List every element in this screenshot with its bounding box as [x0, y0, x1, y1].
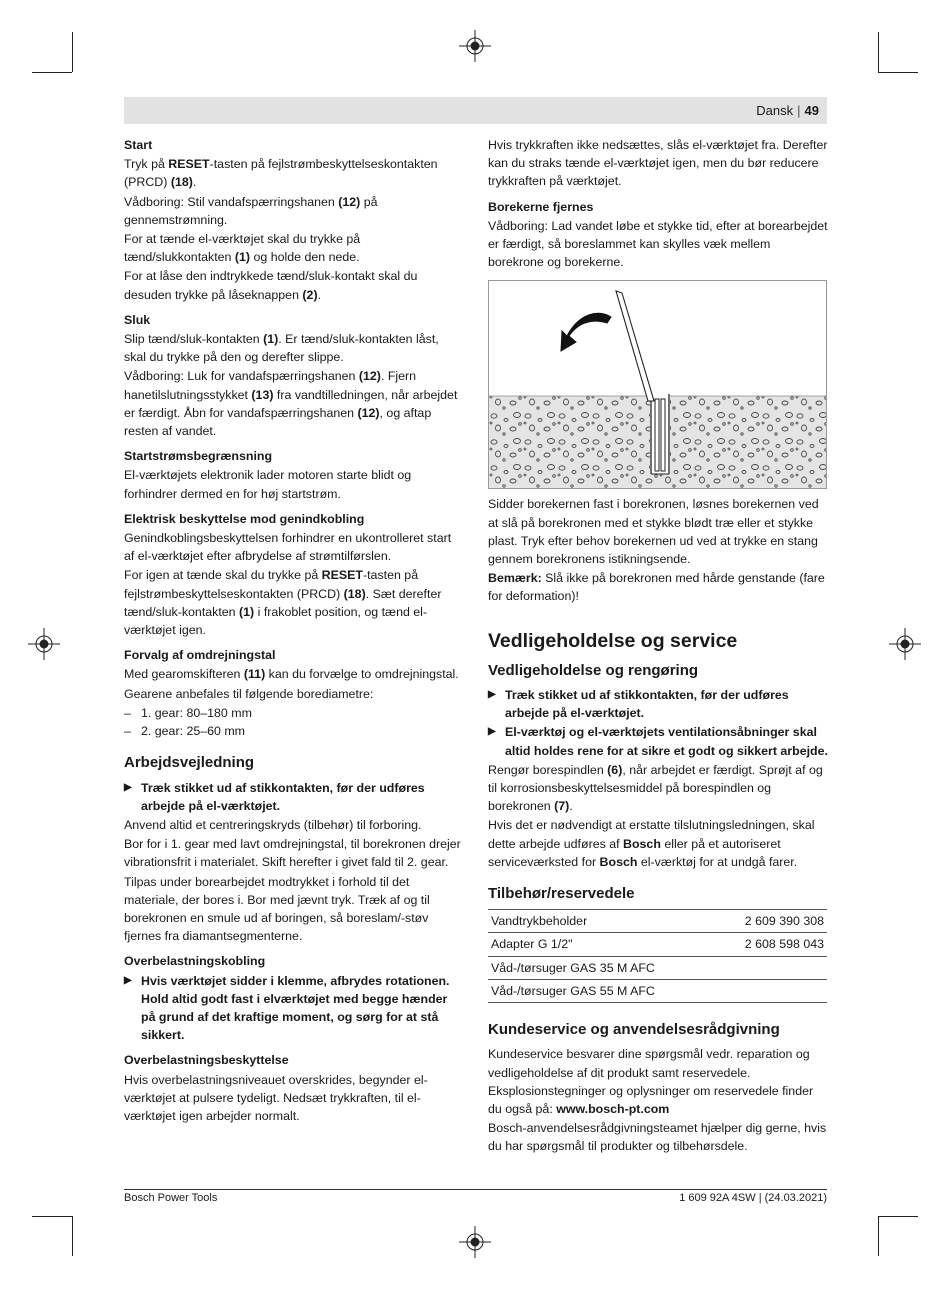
heading-overbelastningskobling: Overbelastningskobling [124, 954, 266, 969]
heading-elektrisk-beskyttelse: Elektrisk beskyttelse mod genindkobling [124, 511, 365, 526]
header-separator: | [797, 103, 801, 118]
website-link[interactable]: www.bosch-pt.com [556, 1101, 670, 1116]
paragraph: Hvis overbelastningsniveauet overskrides, begynder el-værktøjet at pulsere tydeligt. Nedsæt trykkraften, til el-værktøjet igen arbejder normalt. [124, 1072, 428, 1123]
heading-vedligeholdelse-service: Vedligeholdelse og service [488, 629, 738, 652]
heading-kundeservice: Kundeservice og anvendelsesrådgivning [488, 1021, 780, 1039]
list-item: – 1. gear: 80–180 mm [124, 705, 252, 720]
table-row: Våd-/tørsuger GAS 35 M AFC [488, 956, 827, 979]
footer-doc-id: 1 609 92A 4SW | (24.03.2021) [679, 1192, 827, 1204]
left-column [124, 136, 464, 1126]
note: Bemærk: Slå ikke på borekronen med hårde genstande (fare for deformation)! [488, 571, 825, 604]
crop-mark [878, 1216, 918, 1217]
warning-item: ▶ Træk stikket ud af stikkontakten, før der udføres arbejde på el-værktøjet. [124, 779, 464, 815]
right-column [488, 136, 828, 1157]
heading-vedligeholdelse-rengoring: Vedligeholdelse og rengøring [488, 661, 699, 679]
warning-item: ▶ Hvis værktøjet sidder i klemme, afbrydes rotationen. Hold altid godt fast i elværktøjet med begge hænder på grund af det kraftige moment, og sørg for at stå sikkert. [124, 972, 464, 1045]
paragraph: Vådboring: Stil vandafspærringshanen (12) på gennemstrømning. [124, 194, 378, 227]
crop-mark [32, 1216, 72, 1217]
arrow-icon: ▶ [488, 726, 496, 738]
arrow-icon: ▶ [124, 781, 132, 793]
list-item: – 2. gear: 25–60 mm [124, 724, 246, 739]
registration-mark-top [459, 30, 491, 62]
illustration-svg [489, 281, 826, 488]
footer-publisher: Bosch Power Tools [124, 1192, 218, 1204]
crop-mark [878, 32, 879, 72]
heading-forvalg: Forvalg af omdrejningstal [124, 648, 276, 663]
paragraph: Vådboring: Lad vandet løbe et stykke tid, efter at borearbejdet er færdigt, så boreslammet kan skylles væk mellem borekrone og borekerne. [488, 218, 828, 270]
crop-mark [878, 72, 918, 73]
paragraph: Vådboring: Luk for vandafspærringshanen (12). Fjern hanetilslutningsstykket (13) fra vandtilledningen, når arbejdet er færdigt. Åbn for vandafspærringshanen (12), og aftap resten af vandet. [124, 369, 458, 439]
paragraph: Tilpas under borearbejdet modtrykket i forhold til det materiale, der bores i. Bor med jævnt tryk. Træk af og til borekronen en smule ud af boringen, så boreslam/-støv fjernes fra diamantsegmenterne. [124, 874, 430, 944]
header-section: Dansk [756, 103, 794, 118]
crop-mark [72, 1216, 73, 1256]
table-row: Adapter G 1/2" 2 608 598 043 [488, 933, 827, 956]
crop-mark [72, 32, 73, 72]
warning-item: ▶ Træk stikket ud af stikkontakten, før der udføres arbejde på el-værktøjet. [488, 686, 828, 722]
paragraph: El-værktøjets elektronik lader motoren starte blidt og forhindrer dermed en for høj startstrøm. [124, 468, 412, 501]
registration-mark-left [28, 628, 60, 660]
paragraph: For at tænde el-værktøjet skal du trykke på tænd/slukkontakten (1) og holde den nede. [124, 232, 361, 265]
paragraph: Kundeservice besvarer dine spørgsmål vedr. reparation og vedligeholdelse af dit produkt samt reservedele. Eksplosionstegninger og oplysninger om reservedele finder du også på: www.bosch-pt.com [488, 1047, 814, 1116]
heading-start: Start [124, 138, 153, 152]
heading-tilbehor: Tilbehør/reservedele [488, 885, 635, 903]
registration-mark-right [889, 628, 921, 660]
paragraph: Bosch-anvendelsesrådgivningsteamet hjælper dig gerne, hvis du har spørgsmål til produkter og tilbehørsdele. [488, 1121, 827, 1154]
heading-overbelastningsbeskyttelse: Overbelastningsbeskyttelse [124, 1053, 289, 1068]
footer-divider [124, 1189, 827, 1190]
warning-item: ▶ El-værktøj og el-værktøjets ventilationsåbninger skal altid holdes rene for at sikre et godt og sikkert arbejde. [488, 723, 828, 759]
paragraph: Anvend altid et centreringskryds (tilbehør) til forboring. [124, 817, 422, 832]
paragraph: Rengør borespindlen (6), når arbejdet er færdigt. Sprøjt af og til korrosionsbeskyttelsesmiddel på borespindlen og borekronen (7). [488, 762, 823, 814]
table-row: Våd-/tørsuger GAS 55 M AFC [488, 979, 827, 1002]
heading-borekerne: Borekerne fjernes [488, 199, 594, 214]
paragraph: Hvis det er nødvendigt at erstatte tilslutningsledningen, skal dette arbejde udføres af Bosch eller på et autoriseret serviceværksted for Bosch el-værktøj for at undgå farer. [488, 818, 815, 869]
heading-startstrom: Startstrømsbegrænsning [124, 449, 273, 464]
crop-mark [32, 72, 72, 73]
arrow-icon: ▶ [488, 689, 496, 701]
page-header [124, 97, 827, 124]
paragraph: Bor for i 1. gear med lavt omdrejningstal, til borekronen drejer vibrationsfrit i materialet. Skift herefter i givet fald til 2. gear. [124, 837, 461, 870]
paragraph: Med gearomskifteren (11) kan du forvælge to omdrejningstal. [124, 667, 459, 682]
paragraph: Genindkoblingsbeskyttelsen forhindrer en ukontrolleret start af el-værktøjet efter afbrydelse af strømtilførslen. [124, 531, 452, 564]
paragraph: Sidder borekernen fast i borekronen, løsnes borekernen ved at slå på borekronen med et stykke blødt træ eller et stykke plast. Tryk efter behov borekernen ud ved at trykke en stang gennem borekronens istikningsende. [488, 497, 819, 567]
accessories-table [488, 909, 827, 1003]
table-row: Vandtrykbeholder 2 609 390 308 [488, 910, 827, 933]
crop-mark [878, 1216, 879, 1256]
page-number: 49 [804, 103, 819, 118]
heading-arbejdsvejledning: Arbejdsvejledning [124, 754, 255, 772]
paragraph: Gearene anbefales til følgende borediametre: [124, 686, 374, 701]
paragraph: Slip tænd/sluk-kontakten (1). Er tænd/sluk-kontakten låst, skal du trykke på den og derefter slippe. [124, 332, 439, 365]
core-removal-illustration [488, 280, 827, 489]
paragraph: For at låse den indtrykkede tænd/sluk-kontakt skal du desuden trykke på låseknappen (2). [124, 269, 418, 302]
arrow-icon: ▶ [124, 974, 132, 986]
paragraph: Tryk på RESET-tasten på fejlstrømbeskyttelseskontakten (PRCD) (18). [124, 157, 438, 190]
paragraph: Hvis trykkraften ikke nedsættes, slås el-værktøjet fra. Derefter kan du straks tænde el-værktøjet igen, men du bør reducere trykkraften på værktøjet. [488, 138, 828, 189]
paragraph: For igen at tænde skal du trykke på RESET-tasten på fejlstrømbeskyttelseskontakten (PRCD) (18). Sæt derefter tænd/sluk-kontakten (1) i frakoblet position, og tænd el-værktøjet igen. [124, 568, 442, 638]
heading-sluk: Sluk [124, 312, 151, 327]
registration-mark-bottom [459, 1226, 491, 1258]
header-text [756, 103, 819, 118]
